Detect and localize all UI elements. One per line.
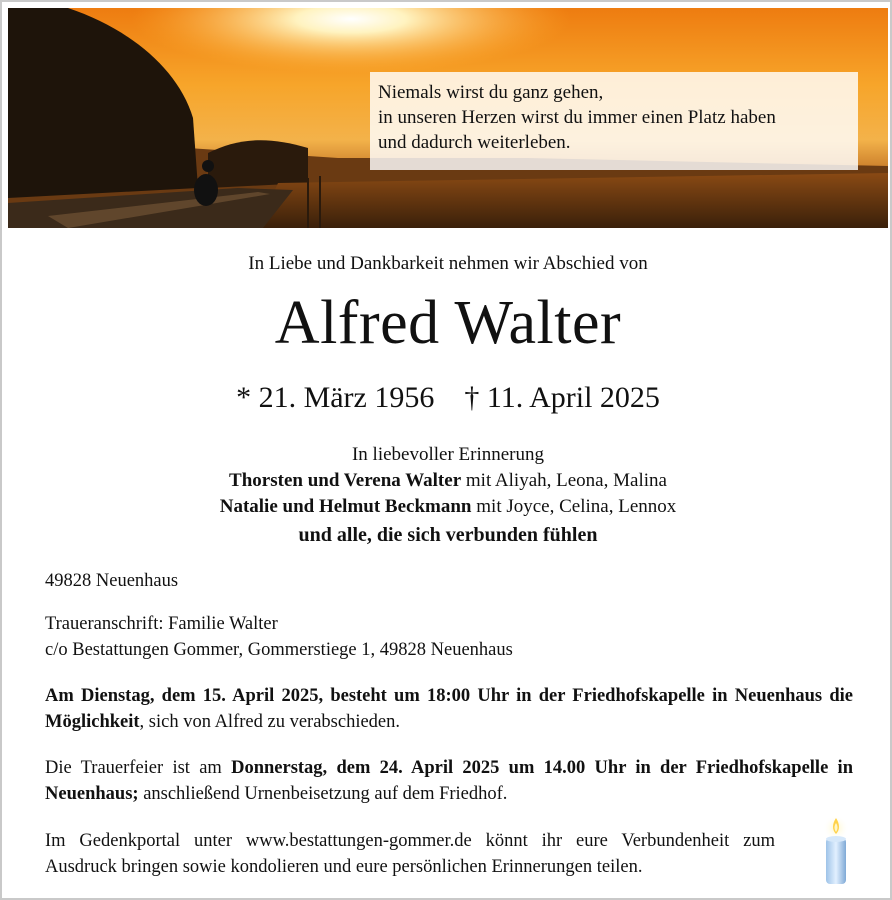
quote-line: und dadurch weiterleben.: [378, 132, 571, 153]
address-line: Traueranschrift: Familie Walter: [45, 614, 278, 634]
intro-text: In Liebe und Dankbarkeit nehmen wir Abschied von: [248, 253, 648, 274]
quote-line: Niemals wirst du ganz gehen,: [378, 82, 604, 103]
quote-box: [370, 72, 858, 170]
mourner-family-2: [2, 494, 892, 520]
farewell-notice: [45, 683, 853, 735]
mourning-address: [45, 611, 853, 663]
portal-notice: Im Gedenkportal unter www.bestattungen-gommer.de könnt ihr eure Verbundenheit zum Ausdruck bringen sowie kondolieren und eure persönlichen Erinnerungen teilen.: [45, 831, 775, 877]
family-children: mit Joyce, Celina, Lennox: [471, 496, 677, 517]
mourner-family-1: [2, 468, 892, 494]
quote-line: in unseren Herzen wirst du immer einen Platz haben: [378, 107, 776, 128]
funeral-intro: Die Trauerfeier ist am: [45, 758, 232, 778]
funeral-rest: anschließend Urnenbeisetzung auf dem Friedhof.: [138, 784, 508, 804]
funeral-notice: [45, 755, 853, 807]
birth-date: * 21. März 1956: [236, 381, 435, 414]
family-children: mit Aliyah, Leona, Malina: [461, 470, 667, 491]
deceased-name: Alfred Walter: [274, 289, 622, 357]
candle-icon: [818, 814, 854, 886]
mourners-block: [2, 442, 892, 548]
death-date: † 11. April 2025: [464, 381, 660, 414]
sunset-photo: [8, 8, 888, 228]
family-name: Thorsten und Verena Walter: [229, 470, 462, 491]
funeral-bold: Donnerstag, dem 24. April 2025 um 14.00 Uhr in der Friedhofskapelle in Neuenhaus;: [45, 758, 853, 804]
farewell-bold: Am Dienstag, dem 15. April 2025, besteht um 18:00 Uhr in der Friedhofskapelle in Neuenhaus die Möglichkeit: [45, 686, 853, 732]
mourners-header: In liebevoller Erinnerung: [351, 444, 545, 465]
family-name: Natalie und Helmut Beckmann: [219, 496, 472, 517]
mourners-closing: und alle, die sich verbunden fühlen: [298, 524, 598, 546]
address-line: c/o Bestattungen Gommer, Gommerstiege 1, 49828 Neuenhaus: [45, 640, 513, 660]
farewell-rest: , sich von Alfred zu verabschieden.: [139, 712, 401, 732]
place: 49828 Neuenhaus: [45, 571, 179, 591]
life-dates: [2, 379, 892, 417]
